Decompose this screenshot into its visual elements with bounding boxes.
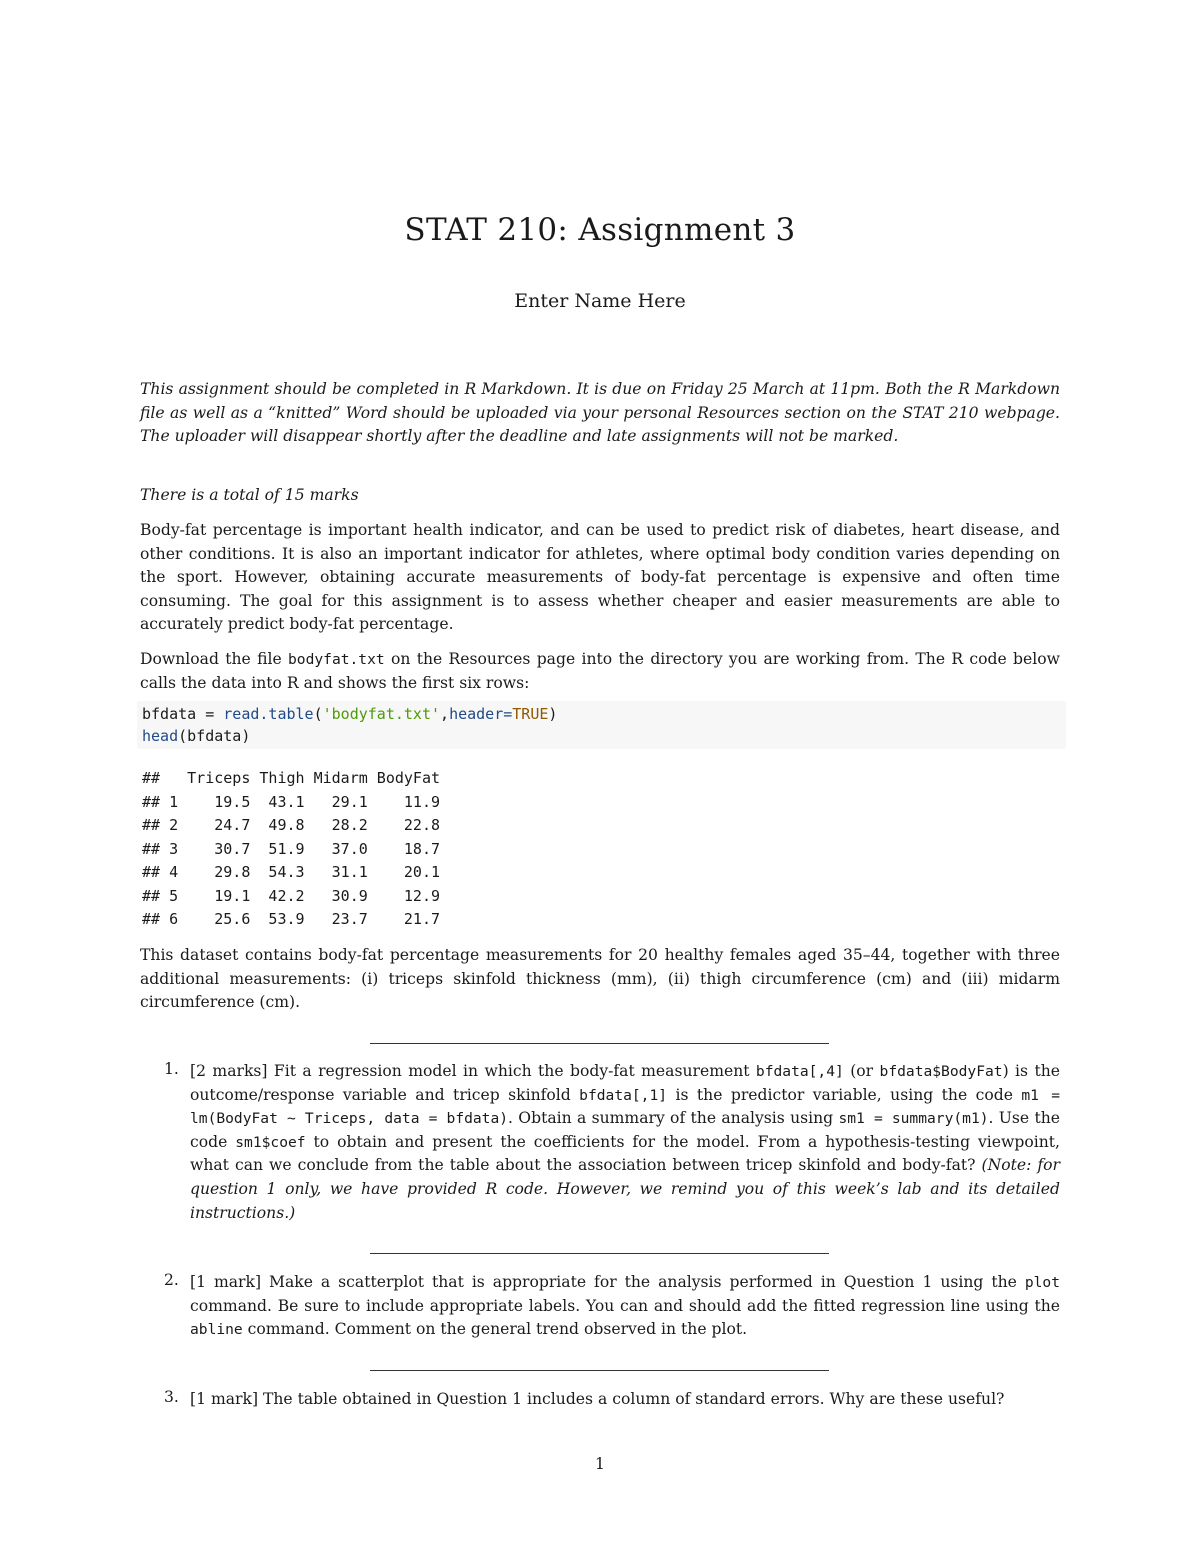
code-string: 'bodyfat.txt' bbox=[322, 705, 441, 723]
question-2 bbox=[190, 1271, 1060, 1342]
q1-text: [2 marks] Fit a regression model in which the body-fat measurement bbox=[190, 1062, 756, 1080]
download-text-after: on the Resources page into the directory you are working from. The R code below calls the data into R and shows the first six rows: bbox=[140, 650, 1060, 692]
q1-code: bfdata[,4] bbox=[755, 1063, 844, 1080]
total-marks-note: There is a total of 15 marks bbox=[140, 486, 359, 504]
code-line-1 bbox=[142, 703, 557, 725]
question-1-number: 1. bbox=[164, 1060, 179, 1078]
code-paren: ( bbox=[313, 705, 323, 723]
download-paragraph bbox=[140, 648, 1060, 695]
q1-note: (Note: for question 1 only, we have provided R code. However, we remind you of this week’s lab and its detailed instructions.) bbox=[190, 1156, 1060, 1222]
q2-code: abline bbox=[190, 1321, 243, 1339]
code-constant: TRUE bbox=[512, 705, 549, 723]
q1-code: sm1 = summary(m1) bbox=[838, 1110, 989, 1128]
code-paren: ) bbox=[548, 705, 558, 723]
code-var: bfdata = bbox=[142, 705, 224, 723]
divider bbox=[370, 1253, 829, 1254]
q1-code: bfdata[,1] bbox=[579, 1086, 668, 1104]
code-argument: header= bbox=[449, 705, 513, 723]
q2-code: plot bbox=[1024, 1274, 1060, 1291]
author-name: Enter Name Here bbox=[514, 290, 686, 312]
page-number: 1 bbox=[595, 1455, 605, 1473]
code-comma: , bbox=[440, 705, 450, 723]
r-output: ## Triceps Thigh Midarm BodyFat ## 1 19.5 43.1 29.1 11.9 ## 2 24.7 49.8 28.2 22.8 ## 3 30.7 51.9 37.0 18.7 ## 4 29.8 54.3 31.1 20.1 ## 5 19.1 42.2 30.9 12.9 ## 6 25.6 53.9 23.7 21.7 bbox=[142, 769, 441, 928]
q1-text: . Obtain a summary of the analysis using bbox=[508, 1109, 839, 1128]
code-function: read.table bbox=[223, 705, 314, 723]
question-3: [1 mark] The table obtained in Question 1 includes a column of standard errors. Why are these useful? bbox=[190, 1390, 1005, 1408]
document-title: STAT 210: Assignment 3 bbox=[404, 212, 796, 248]
background-paragraph: Body-fat percentage is important health indicator, and can be used to predict risk of diabetes, heart disease, and other conditions. It is also an important indicator for athletes, where optimal body condition varies depending on the sport. However, obtaining accurate measurements of body-fat percentage is expensive and often time consuming. The goal for this assignment is to assess whether cheaper and easier measurements are able to accurately predict body-fat percentage. bbox=[140, 521, 1060, 634]
q1-text: (or bbox=[843, 1062, 880, 1080]
intro-paragraph: This assignment should be completed in R Markdown. It is due on Friday 25 March at 11pm. Both the R Markdown file as well as a “knitted” Word should be uploaded via your personal Resources section on the STAT 210 webpage. The uploader will disappear shortly after the deadline and late assignments will not be marked. bbox=[140, 380, 1060, 446]
download-text-before: Download the file bbox=[140, 650, 289, 668]
file-name: bodyfat.txt bbox=[288, 651, 385, 668]
q1-code: sm1$coef bbox=[235, 1133, 306, 1151]
code-args: (bfdata) bbox=[178, 727, 251, 745]
code-function: head bbox=[142, 727, 179, 745]
q1-text: . Use the code bbox=[190, 1109, 1060, 1151]
q2-text: command. Comment on the general trend observed in the plot. bbox=[242, 1320, 748, 1339]
question-3-number: 3. bbox=[164, 1388, 179, 1406]
question-2-number: 2. bbox=[164, 1271, 179, 1289]
divider bbox=[370, 1370, 829, 1371]
q1-text: to obtain and present the coefficients for the model. From a hypothesis-testing viewpoint, what can we conclude from the table about the association between tricep skinfold and body-fat? bbox=[190, 1132, 1060, 1175]
q1-code: m1 = lm(BodyFat ~ Triceps, data = bfdata) bbox=[190, 1086, 1060, 1128]
question-1 bbox=[190, 1060, 1060, 1225]
dataset-description: This dataset contains body-fat percentage measurements for 20 healthy females aged 35–44, together with three additional measurements: (i) triceps skinfold thickness (mm), (ii) thigh circumference (cm) and (iii) midarm circumference (cm). bbox=[140, 946, 1060, 1012]
q1-text: is the predictor variable, using the code bbox=[667, 1085, 1022, 1104]
code-line-2 bbox=[142, 725, 250, 747]
q2-text: command. Be sure to include appropriate labels. You can and should add the fitted regression line using the bbox=[190, 1296, 1060, 1315]
q2-text: [1 mark] Make a scatterplot that is appropriate for the analysis performed in Question 1 using the bbox=[190, 1273, 1025, 1291]
divider bbox=[370, 1043, 829, 1044]
q1-text: ) is the outcome/response variable and tricep skinfold bbox=[190, 1062, 1060, 1104]
q1-code: bfdata$BodyFat bbox=[879, 1063, 1003, 1080]
